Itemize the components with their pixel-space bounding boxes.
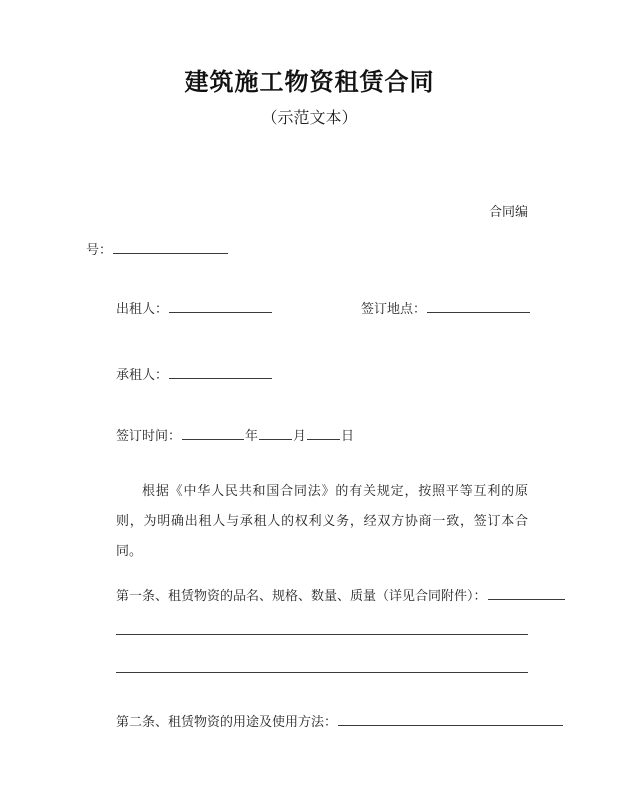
clause-1-heading: 第一条、租赁物资的品名、规格、数量、质量（详见合同附件）： [116,589,487,604]
contract-number-field [86,240,229,261]
clause-1 [116,586,566,607]
signing-date-month-unit: 月 [293,429,307,444]
signing-date-year-input[interactable] [182,426,244,440]
contract-number-label-bottom: 号： [86,243,113,258]
page-title: 建筑施工物资租赁合同 [184,68,435,96]
lessor-input[interactable] [169,299,272,313]
lessor-field [116,299,273,320]
clause-2-heading: 第二条、租赁物资的用途及使用方法： [116,715,338,730]
contract-number-label-top: 合同编 [488,205,528,220]
signing-date-field [116,426,354,447]
page-subtitle: （示范文本） [261,108,358,127]
lessee-label: 承租人： [116,368,169,383]
lessor-label: 出租人： [116,302,169,317]
signing-date-year-unit: 年 [245,429,259,444]
lessee-field [116,365,273,386]
preamble-paragraph: 根据《中华人民共和国合同法》的有关规定，按照平等互利的原则，为明确出租人与承租人的权利义务，经双方协商一致，签订本合同。 [116,484,528,559]
signing-date-month-input[interactable] [259,426,292,440]
clause-1-continuation-line-2[interactable] [116,672,528,673]
signing-place-label: 签订地点： [361,302,427,317]
signing-date-day-unit: 日 [341,429,355,444]
signing-place-field [361,299,531,320]
signing-date-day-input[interactable] [307,426,340,440]
clause-2 [116,712,564,733]
lessee-input[interactable] [169,365,272,379]
clause-1-continuation-line-1[interactable] [116,634,528,635]
contract-number-input[interactable] [113,240,228,254]
clause-2-input[interactable] [338,712,563,726]
clause-1-input[interactable] [488,586,565,600]
signing-place-input[interactable] [427,299,530,313]
signing-date-label: 签订时间： [116,429,182,444]
